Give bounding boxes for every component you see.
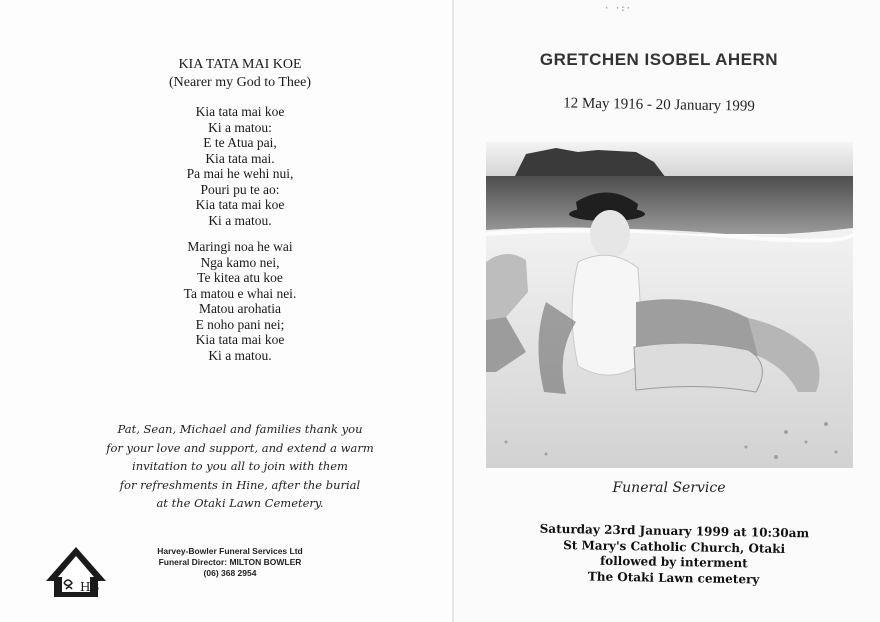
scan-speck: · ·:· — [604, 4, 632, 14]
hymn-line: Te kitea atu koe — [197, 270, 283, 285]
hymn-subtitle: (Nearer my God to Thee) — [168, 75, 312, 90]
hymn-line: Ki a matou: — [208, 119, 272, 135]
service-line: St Mary's Catholic Church, Otaki — [563, 537, 786, 556]
hymn-line: Kia tata mai koe — [195, 104, 285, 119]
hymn-line: Kia tata mai koe — [195, 332, 285, 347]
hymn-line: Nga kamo nei, — [200, 254, 280, 270]
hymn-line: Pa mai he wehi nui, — [186, 166, 294, 181]
hymn-line: E noho pani nei; — [195, 316, 285, 332]
hymn-line: Kia tata mai koe — [195, 197, 285, 212]
funeral-service-heading: Funeral Service — [612, 480, 726, 496]
hymn-line: Ki a matou. — [208, 347, 272, 363]
service-details — [513, 521, 834, 589]
thanks-line: Pat, Sean, Michael and families thank you — [117, 422, 363, 436]
director-company: Harvey-Bowler Funeral Services Ltd — [157, 546, 303, 556]
hymn-line: Ta matou e whai nei. — [183, 285, 297, 301]
hymn-line: Matou arohatia — [198, 301, 282, 316]
deceased-name: GRETCHEN ISOBEL AHERN — [539, 50, 779, 69]
hymn-line: E te Atua pai, — [203, 135, 277, 150]
director-name: Funeral Director: MILTON BOWLER — [158, 557, 302, 567]
hymn-line: Ki a matou. — [208, 212, 272, 228]
hymn-stanza-2 — [120, 239, 360, 363]
thanks-line: for your love and support, and extend a warm — [106, 440, 374, 455]
beach-photo — [486, 142, 853, 468]
director-phone: (06) 368 2954 — [203, 568, 257, 578]
thanks-line: for refreshments in Hine, after the burial — [119, 477, 361, 492]
hymn-stanza-1 — [120, 104, 360, 228]
life-dates: 12 May 1916 - 20 January 1999 — [563, 95, 755, 115]
service-line: followed by interment — [599, 553, 748, 571]
thanks-line: invitation to you all to join with them — [132, 459, 348, 473]
hymn-title: KIA TATA MAI KOE — [178, 57, 302, 72]
service-line: The Otaki Lawn cemetery — [587, 569, 760, 586]
funeral-director-block — [120, 546, 340, 579]
right-page — [454, 0, 880, 622]
thanks-line: at the Otaki Lawn Cemetery. — [156, 496, 324, 510]
hymn-line: Maringi noa he wai — [187, 239, 293, 254]
house-logo-icon — [44, 545, 108, 599]
hymn-line: Kia tata mai. — [205, 150, 275, 166]
logo-monogram: HB — [80, 580, 100, 594]
hymn-heading — [120, 56, 360, 92]
service-line: Saturday 23rd January 1999 at 10:30am — [539, 521, 810, 541]
hymn-line: Pouri pu te ao: — [200, 181, 280, 197]
thank-you-note — [105, 420, 375, 513]
